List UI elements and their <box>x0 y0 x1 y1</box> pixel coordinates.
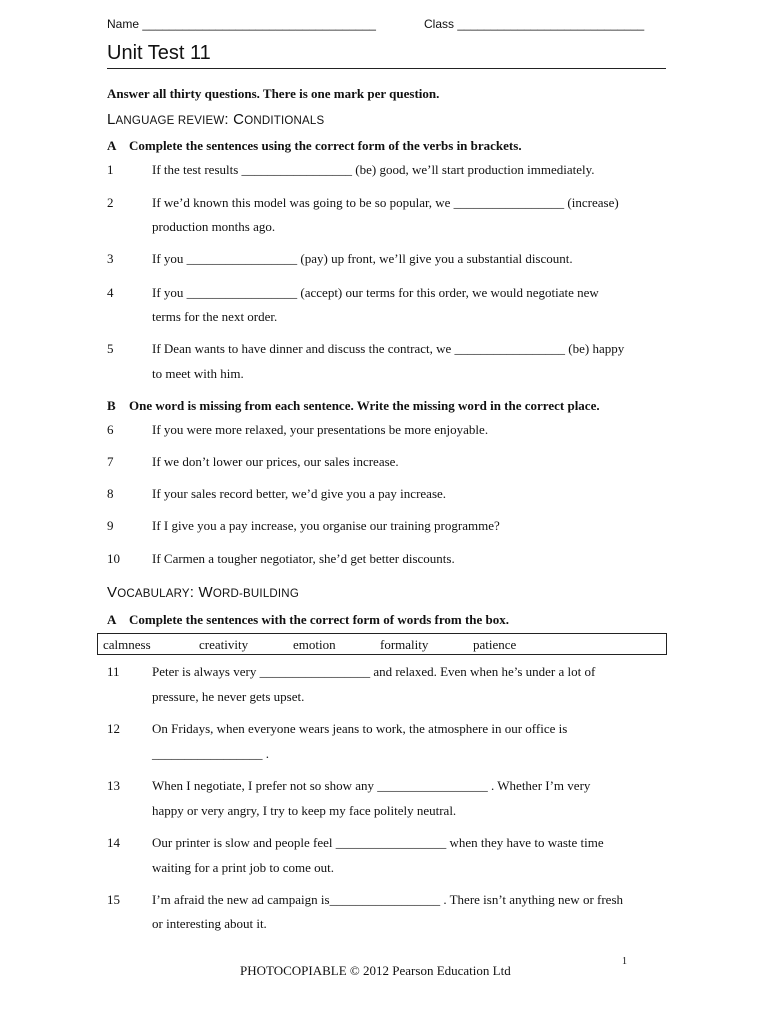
question-text-continued: to meet with him. <box>152 366 244 381</box>
heading-text: ANGUAGE REVIEW <box>115 115 225 127</box>
question-number: 11 <box>107 664 120 679</box>
page-number: 1 <box>622 956 627 967</box>
question-text-continued: _________________ . <box>152 746 269 761</box>
question-number: 15 <box>107 892 120 907</box>
heading-text: OCABULARY <box>117 588 190 600</box>
question-number: 6 <box>107 422 114 437</box>
question-text-continued: terms for the next order. <box>152 309 278 324</box>
section-heading-language-review <box>107 111 324 128</box>
question-text: If I give you a pay increase, you organise our training programme? <box>152 518 500 533</box>
heading-separator: : <box>189 584 199 601</box>
part-instruction: Complete the sentences using the correct form of the verbs in brackets. <box>129 138 522 153</box>
heading-initial: V <box>107 584 118 601</box>
question-number: 9 <box>107 518 114 533</box>
heading-initial: L <box>107 111 116 128</box>
title-divider <box>107 68 666 69</box>
question-text: If Dean wants to have dinner and discuss the contract, we _________________ (be) happy <box>152 341 625 356</box>
question-number: 5 <box>107 341 114 356</box>
question-text: I’m afraid the new ad campaign is_________________ . There isn’t anything new or fresh <box>152 892 624 907</box>
question-text: If you were more relaxed, your presentations be more enjoyable. <box>152 422 489 437</box>
heading-separator: : <box>224 111 234 128</box>
question-text: On Fridays, when everyone wears jeans to work, the atmosphere in our office is <box>152 721 568 736</box>
part-instruction: Complete the sentences with the correct form of words from the box. <box>129 612 510 627</box>
page-title: Unit Test 11 <box>107 42 211 64</box>
part-instruction: One word is missing from each sentence. Write the missing word in the correct place. <box>129 398 600 413</box>
section-heading-vocabulary <box>107 584 299 601</box>
question-text: If Carmen a tougher negotiator, she’d get better discounts. <box>152 551 455 566</box>
question-number: 7 <box>107 454 114 469</box>
question-number: 10 <box>107 551 120 566</box>
question-number: 4 <box>107 285 114 300</box>
question-number: 13 <box>107 778 120 793</box>
question-number: 12 <box>107 721 120 736</box>
question-text: When I negotiate, I prefer not so show any _________________ . Whether I’m very <box>152 778 591 793</box>
test-instructions: Answer all thirty questions. There is one mark per question. <box>107 86 440 101</box>
question-text: If the test results _________________ (be) good, we’ll start production immediately. <box>152 162 595 177</box>
question-number: 1 <box>107 162 114 177</box>
question-text: If your sales record better, we’d give you a pay increase. <box>152 486 447 501</box>
part-letter: B <box>107 398 116 413</box>
word-box-item: creativity <box>199 637 249 652</box>
heading-text: ONDITIONALS <box>244 115 325 127</box>
question-text-continued: waiting for a print job to come out. <box>152 860 334 875</box>
question-number: 2 <box>107 195 114 210</box>
question-text-continued: production months ago. <box>152 219 276 234</box>
question-text: Peter is always very _________________ and relaxed. Even when he’s under a lot of <box>152 664 596 679</box>
question-text: If you _________________ (pay) up front, we’ll give you a substantial discount. <box>152 251 573 266</box>
copyright-footer: PHOTOCOPIABLE © 2012 Pearson Education Ltd <box>240 963 511 978</box>
question-text-continued: or interesting about it. <box>152 916 267 931</box>
question-number: 8 <box>107 486 114 501</box>
name-field-label: Name ___________________________________ <box>107 17 376 31</box>
word-box-item: patience <box>473 637 517 652</box>
question-text: If we don’t lower our prices, our sales increase. <box>152 454 399 469</box>
question-text: If you _________________ (accept) our terms for this order, we would negotiate new <box>152 285 599 300</box>
question-number: 14 <box>107 835 120 850</box>
part-letter: A <box>107 138 117 153</box>
question-text: Our printer is slow and people feel _________________ when they have to waste time <box>152 835 604 850</box>
question-text-continued: pressure, he never gets upset. <box>152 689 305 704</box>
heading-initial: C <box>233 111 245 128</box>
word-box-item: emotion <box>293 637 336 652</box>
class-field-label: Class ____________________________ <box>424 17 645 31</box>
part-letter: A <box>107 612 117 627</box>
heading-text: ORD-BUILDING <box>212 588 299 600</box>
question-text-continued: happy or very angry, I try to keep my face politely neutral. <box>152 803 457 818</box>
heading-initial: W <box>198 584 213 601</box>
question-number: 3 <box>107 251 114 266</box>
word-box-item: formality <box>380 637 429 652</box>
question-text: If we’d known this model was going to be so popular, we _________________ (increase) <box>152 195 619 210</box>
word-box-item: calmness <box>103 637 151 652</box>
